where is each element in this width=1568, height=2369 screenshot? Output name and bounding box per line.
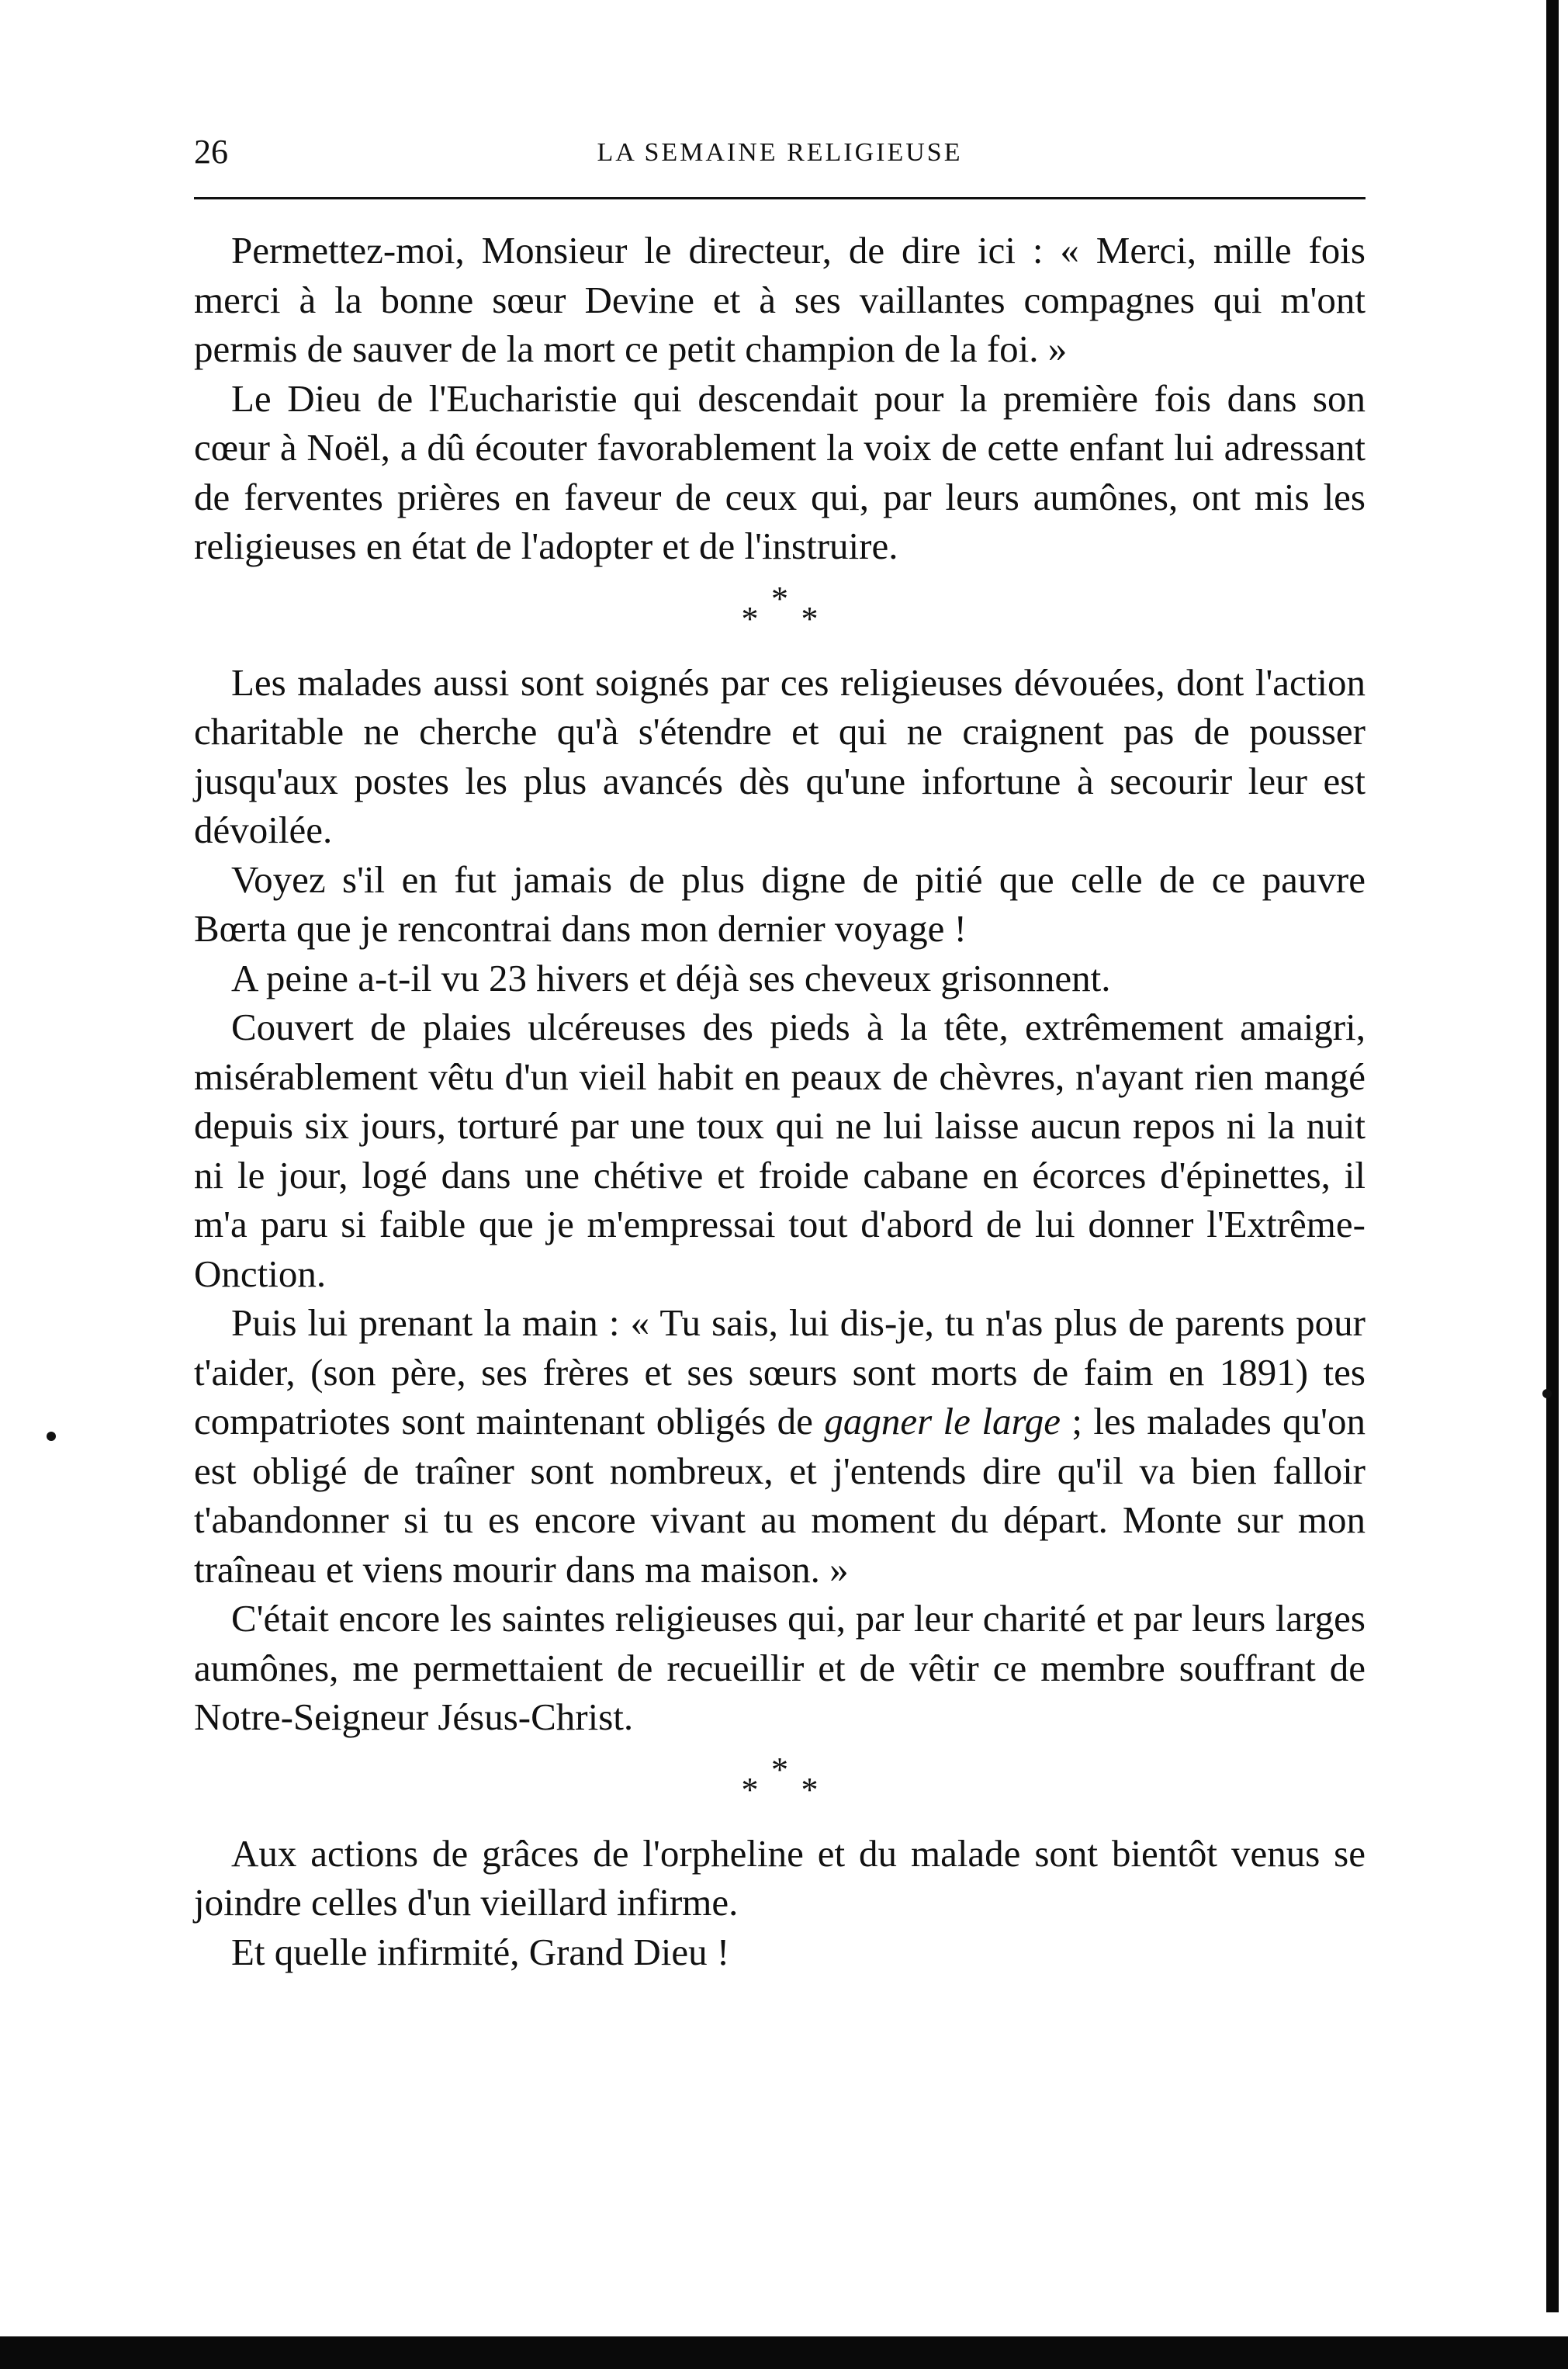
scan-right-border xyxy=(1546,0,1559,2312)
header-rule xyxy=(194,197,1366,199)
scan-bottom-border xyxy=(0,2336,1568,2369)
paragraph: Les malades aussi sont soignés par ces religieuses dévouées, dont l'action charitable ne cherche qu'à s'étendre et qui ne craignent pas de pousser jusqu'aux postes les plus avancés dès qu'une infortune à secourir leur est dévoilée. xyxy=(194,660,1366,851)
paragraph-text: Puis lui prenant la main : « Tu sais, lui dis-je, tu n'as plus de parents pour t'aider, (son père, ses frères et ses sœurs sont morts de faim en 1891) tes compatriotes sont maintenant obligés de xyxy=(194,1301,1366,1443)
scan-speck xyxy=(47,1432,56,1441)
ornament-star: * xyxy=(801,1770,819,1809)
paragraph: Et quelle infirmité, Grand Dieu ! xyxy=(231,1930,730,1973)
page-number: 26 xyxy=(194,133,228,171)
body-text xyxy=(194,226,1366,1976)
section-ornament xyxy=(194,1750,1366,1809)
paragraph: Aux actions de grâces de l'orpheline et du malade sont bientôt venus se joindre celles d'un vieillard infirme. xyxy=(194,1831,1366,1924)
ornament-star: * xyxy=(771,579,788,618)
section-ornament xyxy=(194,579,1366,638)
page-header xyxy=(194,124,1366,186)
paragraph xyxy=(194,1298,1366,1594)
paragraph: Voyez s'il en fut jamais de plus digne de pitié que celle de ce pauvre Bœrta que je rencontrai dans mon dernier voyage ! xyxy=(194,857,1366,950)
document-page xyxy=(194,124,1366,1976)
paragraph: Couvert de plaies ulcéreuses des pieds à la tête, extrêmement amaigri, misérablement vêtu d'un vieil habit en peaux de chèvres, n'ayant rien mangé depuis six jours, torturé par une toux qui ne lui laisse aucun repos ni la nuit ni le jour, logé dans une chétive et froide cabane en écorces d'épinettes, il m'a paru si faible que je m'empressai tout d'abord de lui donner l'Extrême-Onction. xyxy=(194,1006,1366,1295)
paragraph: A peine a-t-il vu 23 hivers et déjà ses cheveux grisonnent. xyxy=(231,956,1111,999)
paragraph-text: ; les malades qu'on est obligé de traîner sont nombreux, et j'entends dire qu'il va bien falloir t'abandonner si tu es encore vivant au moment du départ. Monte sur mon traîneau et viens mourir dans ma maison. » xyxy=(194,1400,1366,1591)
paragraph: Le Dieu de l'Eucharistie qui descendait pour la première fois dans son cœur à Noël, a dû écouter favorablement la voix de cette enfant lui adressant de ferventes prières en faveur de ceux qui, par leurs aumônes, ont mis les religieuses en état de l'adopter et de l'instruire. xyxy=(194,376,1366,567)
scan-speck xyxy=(1542,1389,1552,1398)
running-title: LA SEMAINE RELIGIEUSE xyxy=(597,138,963,167)
ornament-star: * xyxy=(741,599,759,638)
paragraph: Permettez-moi, Monsieur le directeur, de dire ici : « Merci, mille fois merci à la bonne sœur Devine et à ses vaillantes compagnes qui m'ont permis de sauver de la mort ce petit champion de la foi. » xyxy=(194,229,1366,370)
italic-phrase: gagner le large xyxy=(824,1400,1061,1443)
ornament-star: * xyxy=(801,599,819,638)
paragraph: C'était encore les saintes religieuses qui, par leur charité et par leurs larges aumônes, me permettaient de recueillir et de vêtir ce membre souffrant de Notre-Seigneur Jésus-Christ. xyxy=(194,1597,1366,1738)
ornament-star: * xyxy=(741,1770,759,1809)
ornament-star: * xyxy=(771,1750,788,1789)
